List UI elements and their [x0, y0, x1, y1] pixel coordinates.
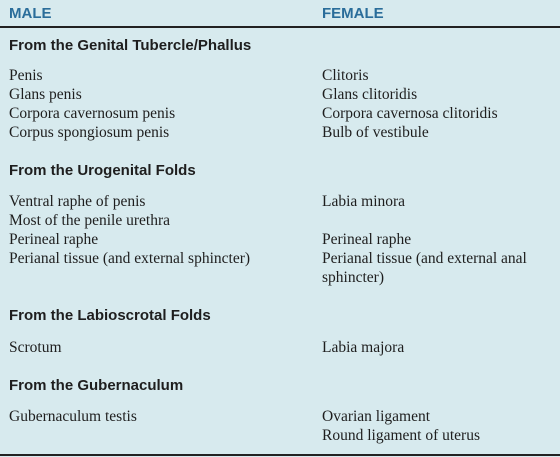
top-rule	[0, 26, 560, 28]
female-item: Ovarian ligament	[322, 408, 431, 425]
male-item: Penis	[9, 67, 43, 84]
female-item: sphincter)	[322, 269, 384, 286]
female-item: Clitoris	[322, 67, 369, 84]
male-item: Glans penis	[9, 86, 82, 103]
section-title-urogenital-folds: From the Urogenital Folds	[9, 162, 196, 179]
male-item: Perineal raphe	[9, 231, 99, 248]
bottom-rule	[0, 454, 560, 456]
female-item: Labia majora	[322, 339, 405, 356]
male-item: Scrotum	[9, 339, 62, 356]
section-title-labioscrotal-folds: From the Labioscrotal Folds	[9, 307, 211, 324]
female-item: Bulb of vestibule	[322, 124, 429, 141]
section-title-gubernaculum: From the Gubernaculum	[9, 377, 184, 394]
male-item: Corpora cavernosum penis	[9, 105, 176, 122]
male-item: Perianal tissue (and external sphincter)	[9, 250, 251, 267]
male-item: Ventral raphe of penis	[9, 193, 146, 210]
female-item: Perianal tissue (and external anal	[322, 250, 527, 267]
header-female: FEMALE	[322, 5, 384, 22]
male-item: Most of the penile urethra	[9, 212, 170, 229]
section-title-genital-tubercle: From the Genital Tubercle/Phallus	[9, 37, 252, 54]
female-item: Glans clitoridis	[322, 86, 418, 103]
female-item: Corpora cavernosa clitoridis	[322, 105, 498, 122]
female-item: Round ligament of uterus	[322, 427, 480, 444]
female-item: Labia minora	[322, 193, 406, 210]
male-item: Corpus spongiosum penis	[9, 124, 170, 141]
female-item: Perineal raphe	[322, 231, 412, 248]
male-item: Gubernaculum testis	[9, 408, 137, 425]
header-male: MALE	[9, 5, 52, 22]
